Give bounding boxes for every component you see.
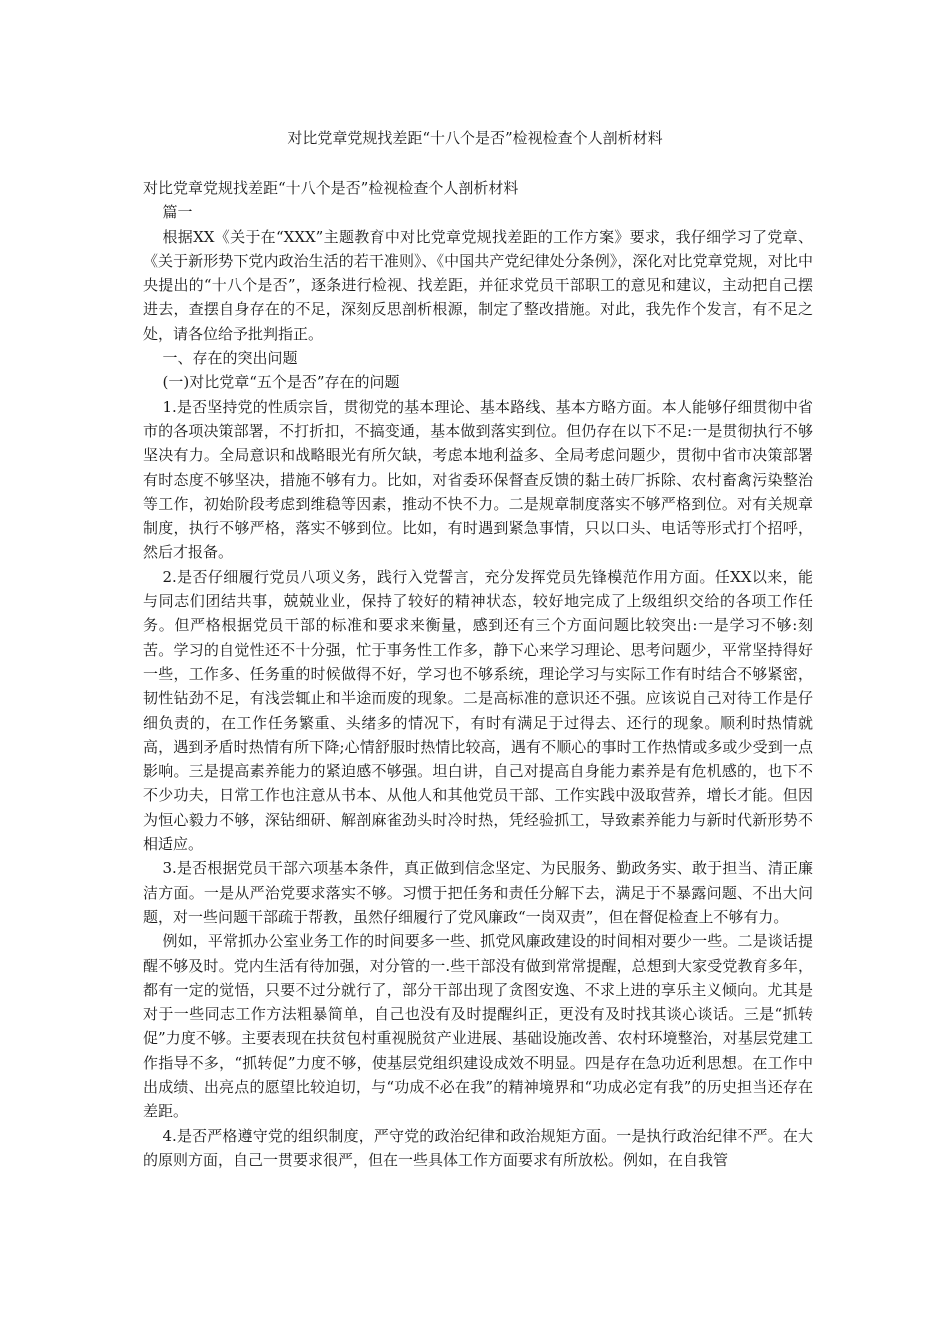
subsection-heading: (一)对比党章“五个是否”存在的问题 (162, 373, 400, 392)
section-heading: 一、存在的突出问题 (162, 349, 298, 368)
paragraph: 2.是否仔细履行党员八项义务，践行入党誓言，充分发挥党员先锋模范作用方面。任XX以来，能与同志们团结共事，兢兢业业，保持了较好的精神状态，较好地完成了上级组织交给的各项工作任务。但严格根据党员干部的标准和要求来衡量，感到还有三个方面问题比较突出:一是学习不够:刻苦。学习的自觉性还不十分强，忙于事务性工作多，静下心来学习理论、思考问题少，平常坚持得好一些，工作多、任务重的时候做得不好，学习也不够系统，理论学习与实际工作有时结合不够紧密，韧性钻劲不足，有浅尝辄止和半途而废的现象。二是高标准的意识还不强。应该说自己对待工作是仔细负责的，在工作任务繁重、头绪多的情况下，有时有满足于过得去、还行的现象。顺利时热情就高，遇到矛盾时热情有所下降;心情舒服时热情比较高，遇有不顺心的事时工作热情或多或少受到一点影响。三是提高素养能力的紧迫感不够强。坦白讲，自己对提高自身能力素养是有危机感的，也下不不少功夫，日常工作也注意从书本、从他人和其他党员干部、工作实践中汲取营养，增长才能。但因为恒心毅力不够，深钻细研、解剖麻雀劲头时冷时热，凭经验抓工，导致素养能力与新时代新形势不相适应。 (143, 567, 813, 854)
paragraph: 4.是否严格遵守党的组织制度，严守党的政治纪律和政治规矩方面。一是执行政治纪律不严。在大的原则方面，自己一贯要求很严，但在一些具体工作方面要求有所放松。例如，在自我管 (143, 1126, 813, 1169)
document-body (143, 176, 813, 1172)
document-subtitle: 对比党章党规找差距“十八个是否”检视检查个人剖析材料 (143, 179, 519, 197)
paragraph: 1.是否坚持党的性质宗旨，贯彻党的基本理论、基本路线、基本方略方面。本人能够仔细贯彻中省市的各项决策部署，不打折扣，不搞变通，基本做到落实到位。但仍存在以下不足:一是贯彻执行不够坚决有力。全局意识和战略眼光有所欠缺，考虑本地利益多、全局考虑问题少，贯彻中省市决策部署有时态度不够坚决，措施不够有力。比如，对省委环保督查反馈的黏土砖厂拆除、农村畜禽污染整治等工作，初始阶段考虑到维稳等因素，推动不快不力。二是规章制度落实不够严格到位。对有关规章制度，执行不够严格，落实不够到位。比如，有时遇到紧急事情，只以口头、电话等形式打个招呼，然后才报备。 (143, 397, 813, 562)
paragraph: 例如，平常抓办公室业务工作的时间要多一些、抓党风廉政建设的时间相对要少一些。二是谈话提醒不够及时。党内生活有待加强，对分管的一.些干部没有做到常常提醒，总想到大家受党教育多年，都有一定的觉悟，只要不过分就行了，部分干部出现了贪图安逸、不求上进的享乐主义倾向。尤其是对于一些同志工作方法粗暴简单，自己也没有及时提醒纠正，更没有及时找其谈心谈话。三是“抓转促”力度不够。主要表现在扶贫包村重视脱贫产业进展、基础设施改善、农村环境整治，对基层党建工作指导不多，“抓转促”力度不够，使基层党组织建设成效不明显。四是存在急功近利思想。在工作中出成绩、出亮点的愿望比较迫切，与“功成不必在我”的精神境界和“功成必定有我”的历史担当还存在差距。 (143, 932, 813, 1121)
paragraph: 根据XX《关于在“XXX”主题教育中对比党章党规找差距的工作方案》要求，我仔细学习了党章、《关于新形势下党内政治生活的若干准则》、《中国共产党纪律处分条例》，深化对比党章党规，对比中央提出的“十八个是否”，逐条进行检视、找差距，并征求党员干部职工的意见和建议，主动把自己摆进去，查摆自身存在的不足，深刻反思剖析根源，制定了整改措施。对此，我先作个发言，有不足之处，请各位给予批判指正。 (143, 227, 813, 343)
part-label: 篇一 (162, 203, 193, 222)
document-title: 对比党章党规找差距“十八个是否”检视检查个人剖析材料 (287, 129, 663, 147)
paragraph: 3.是否根据党员干部六项基本条件，真正做到信念坚定、为民服务、勤政务实、敢于担当、清正廉洁方面。一是从严治党要求落实不够。习惯于把任务和责任分解下去，满足于不暴露问题、不出大问题，对一些问题干部疏于帮教，虽然仔细履行了党风廉政“一岗双责”，但在督促检查上不够有力。 (143, 859, 813, 926)
